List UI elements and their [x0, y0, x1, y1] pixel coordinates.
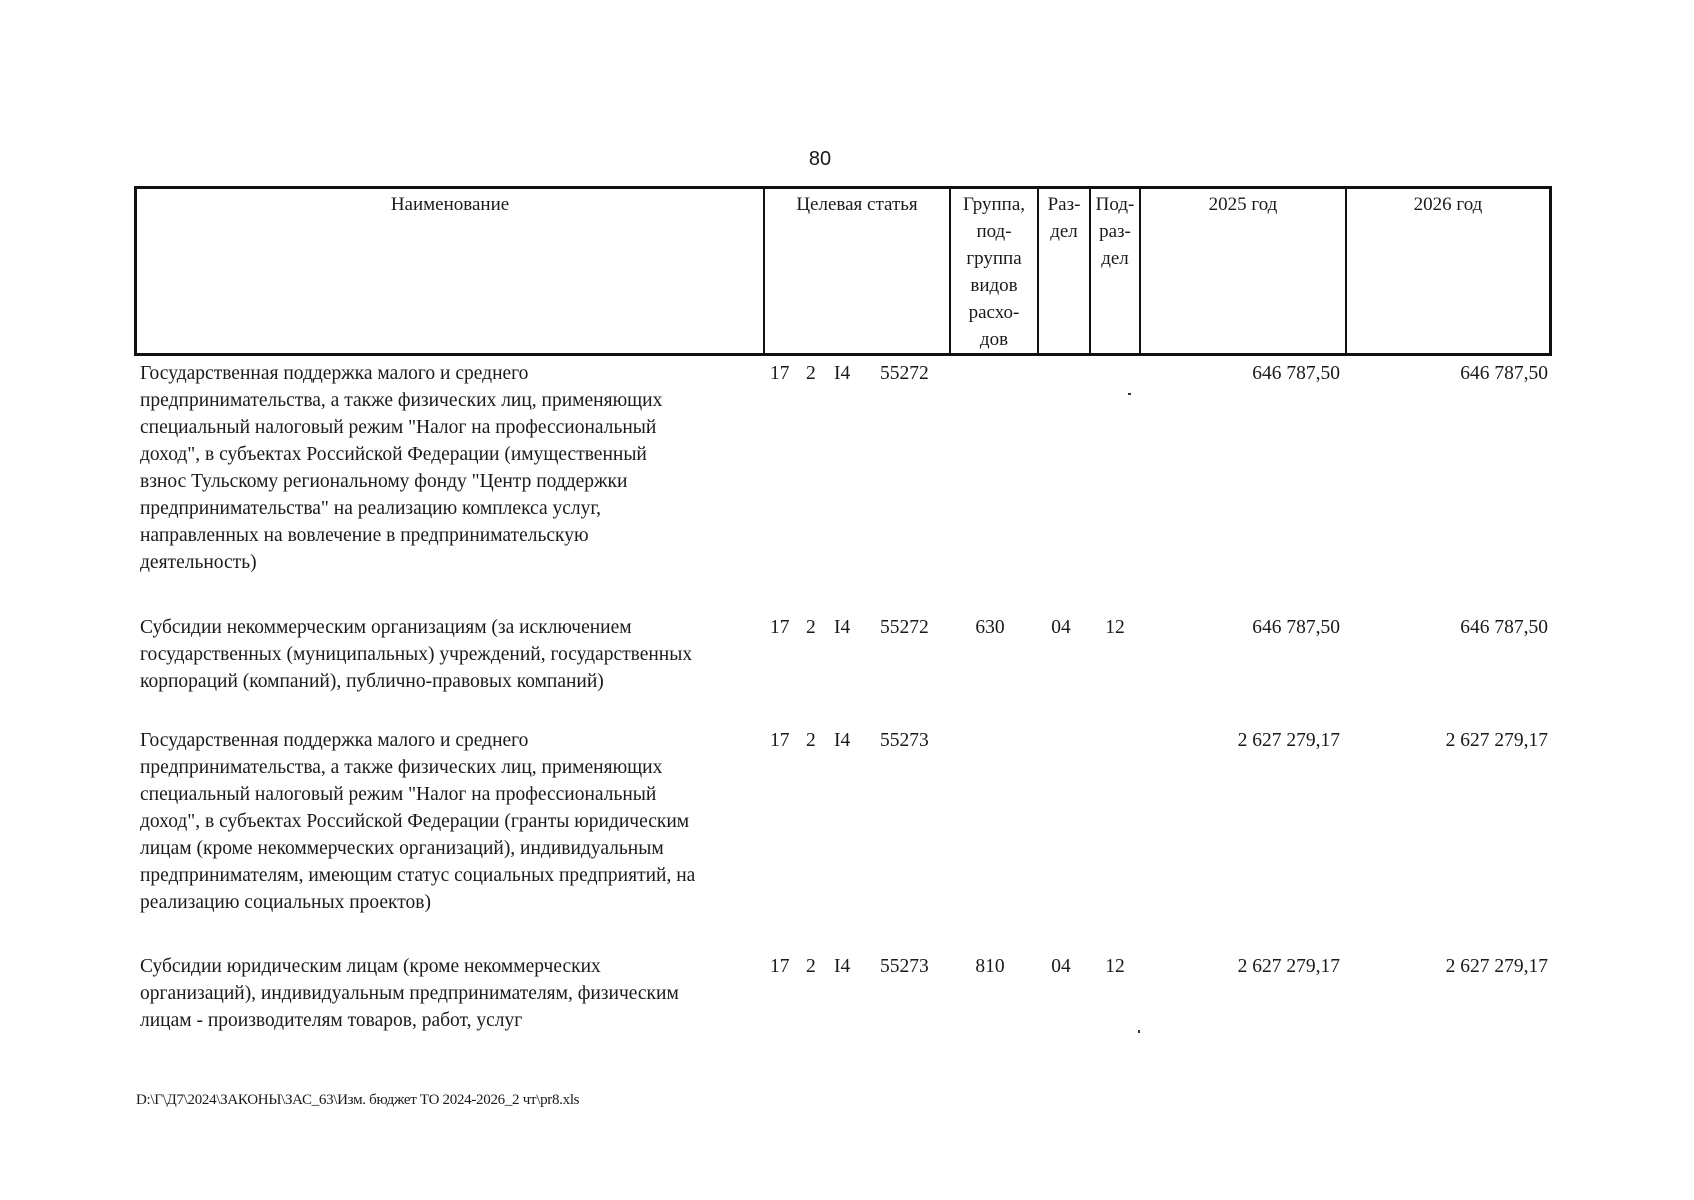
row-name-line: специальный налоговый режим "Налог на профессиональный — [140, 417, 657, 438]
header-name-label: Наименование — [390, 194, 510, 215]
row-name-line: взнос Тульскому региональному фонду "Центр поддержки — [140, 471, 628, 492]
header-group-line: видов — [970, 275, 1018, 296]
amount-2025: 2 627 279,17 — [1237, 730, 1340, 751]
row-name-line: доход", в субъектах Российской Федерации (гранты юридическим — [140, 811, 690, 832]
target-article-project: I4 — [834, 617, 851, 638]
target-article-program: 17 — [770, 730, 790, 751]
header-year-2026-label: 2026 год — [1413, 194, 1483, 215]
header-year-2025 — [1141, 189, 1347, 353]
header-target-article-label: Целевая статья — [796, 194, 918, 215]
target-article-code: 55272 — [880, 617, 929, 638]
target-article-program: 17 — [770, 363, 790, 384]
header-group-line: группа — [966, 248, 1022, 269]
expense-group: 810 — [975, 956, 1005, 977]
row-name — [140, 614, 760, 695]
header-section-line: дел — [1050, 221, 1078, 242]
row-name-line: Субсидии юридическим лицам (кроме некоммерческих — [140, 956, 601, 977]
header-subsection — [1091, 189, 1141, 353]
target-article-program: 17 — [770, 617, 790, 638]
row-name-line: лицам (кроме некоммерческих организаций), индивидуальным — [140, 838, 664, 859]
amount-2026: 646 787,50 — [1460, 617, 1548, 638]
row-name-line: предпринимателям, имеющим статус социальных предприятий, на — [140, 865, 696, 886]
table-header — [134, 186, 1552, 356]
header-year-2026 — [1347, 189, 1549, 353]
amount-2025: 2 627 279,17 — [1237, 956, 1340, 977]
row-name-line: корпораций (компаний), публично-правовых компаний) — [140, 671, 604, 692]
header-year-2025-label: 2025 год — [1208, 194, 1278, 215]
header-group-line: Группа, — [962, 194, 1026, 215]
target-article-subprogram: 2 — [806, 730, 816, 751]
header-target-article — [765, 189, 951, 353]
amount-2025: 646 787,50 — [1252, 363, 1340, 384]
row-name-line: лицам - производителям товаров, работ, услуг — [140, 1010, 523, 1031]
amount-2026: 646 787,50 — [1460, 363, 1548, 384]
subsection: 12 — [1105, 617, 1125, 638]
target-article-project: I4 — [834, 956, 851, 977]
header-group-line: под- — [976, 221, 1012, 242]
subsection: 12 — [1105, 956, 1125, 977]
amount-2026: 2 627 279,17 — [1445, 730, 1548, 751]
page-number: 80 — [808, 148, 832, 170]
row-name-line: предпринимательства, а также физических лиц, применяющих — [140, 757, 663, 778]
row-name-line: доход", в субъектах Российской Федерации (имущественный — [140, 444, 647, 465]
header-group-line: дов — [979, 329, 1009, 350]
row-name — [140, 953, 760, 1034]
scan-speck — [1138, 1030, 1140, 1033]
header-subsection-line: дел — [1101, 248, 1129, 269]
row-name-line: предпринимательства" на реализацию комплекса услуг, — [140, 498, 602, 519]
amount-2026: 2 627 279,17 — [1445, 956, 1548, 977]
target-article-subprogram: 2 — [806, 956, 816, 977]
target-article-project: I4 — [834, 730, 851, 751]
target-article-subprogram: 2 — [806, 617, 816, 638]
expense-group: 630 — [975, 617, 1005, 638]
row-name-line: реализацию социальных проектов) — [140, 892, 431, 913]
target-article-program: 17 — [770, 956, 790, 977]
row-name-line: специальный налоговый режим "Налог на профессиональный — [140, 784, 657, 805]
row-name-line: направленных на вовлечение в предпринимательскую — [140, 525, 589, 546]
amount-2025: 646 787,50 — [1252, 617, 1340, 638]
header-expense-group — [951, 189, 1039, 353]
section: 04 — [1051, 956, 1071, 977]
row-name-line: Государственная поддержка малого и среднего — [140, 730, 529, 751]
row-name — [140, 360, 760, 576]
header-section — [1039, 189, 1091, 353]
row-name-line: Субсидии некоммерческим организациям (за исключением — [140, 617, 632, 638]
row-name-line: Государственная поддержка малого и среднего — [140, 363, 529, 384]
target-article-subprogram: 2 — [806, 363, 816, 384]
target-article-code: 55272 — [880, 363, 929, 384]
target-article-project: I4 — [834, 363, 851, 384]
target-article-code: 55273 — [880, 956, 929, 977]
scan-speck — [1128, 393, 1131, 395]
row-name-line: организаций), индивидуальным предпринимателям, физическим — [140, 983, 679, 1004]
row-name-line: предпринимательства, а также физических лиц, применяющих — [140, 390, 663, 411]
target-article-code: 55273 — [880, 730, 929, 751]
header-section-line: Раз- — [1047, 194, 1081, 215]
header-subsection-line: Под- — [1095, 194, 1135, 215]
file-path-footer: D:\Г\Д7\2024\ЗАКОНЫ\ЗАС_63\Изм. бюджет ТО 2024-2026_2 чт\pr8.xls — [136, 1092, 580, 1108]
header-group-line: расхо- — [968, 302, 1020, 323]
row-name-line: деятельность) — [140, 552, 257, 573]
header-subsection-line: раз- — [1099, 221, 1131, 242]
row-name — [140, 727, 760, 916]
section: 04 — [1051, 617, 1071, 638]
row-name-line: государственных (муниципальных) учреждений, государственных — [140, 644, 693, 665]
header-name — [137, 189, 765, 353]
